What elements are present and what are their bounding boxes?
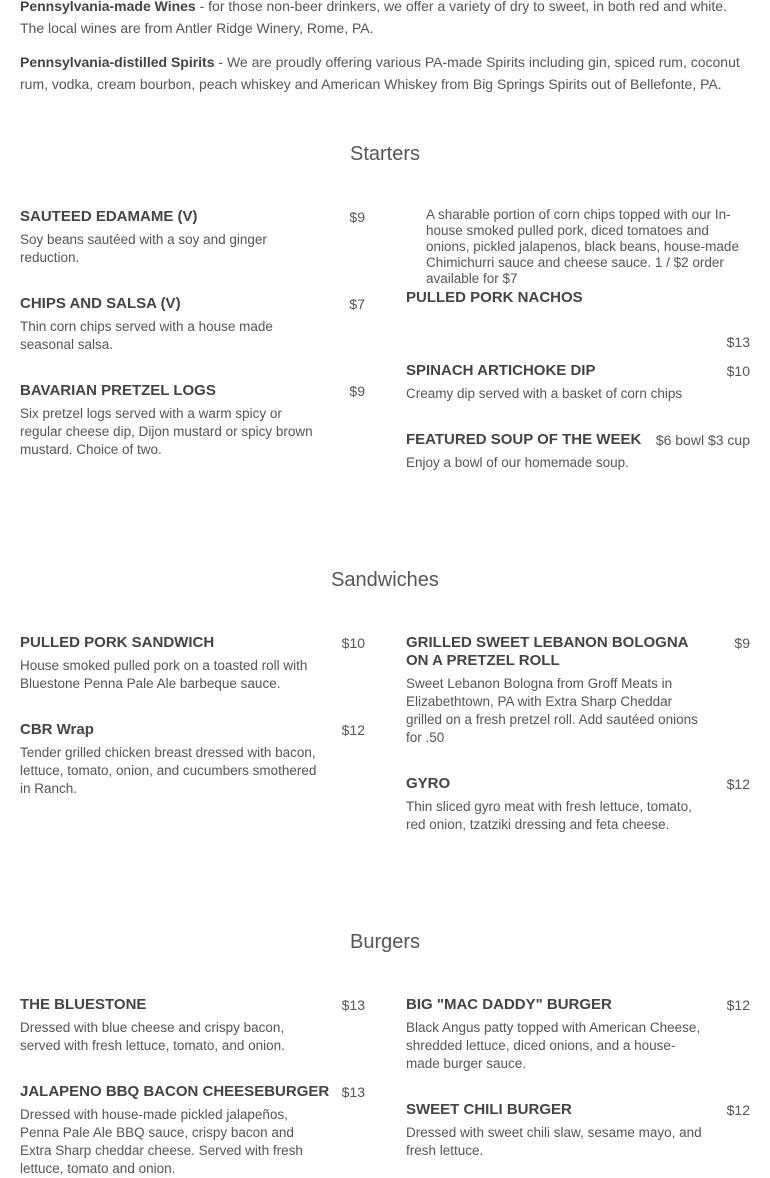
menu-item-lebanon-bologna xyxy=(406,634,750,747)
nachos-description: A sharable portion of corn chips topped with our In-house smoked pulled pork, diced tomatoes and onions, pickled jalapenos, black beans, house-made Chimichurri sauce and cheese sauce. 1 / $2 order available for $7 xyxy=(426,207,739,286)
item-price: $9 xyxy=(349,209,365,225)
item-name: THE BLUESTONE xyxy=(20,996,147,1013)
spirits-text: - We are proudly offering various PA-made Spirits including gin, spiced rum, coconut rum, vodka, cream bourbon, peach whiskey and American Whiskey from Big Springs Spirits out of Bellefonte, PA. xyxy=(20,54,740,92)
item-description: Thin sliced gyro meat with fresh lettuce, tomato, red onion, tzatziki dressing and feta cheese. xyxy=(406,799,692,832)
menu-item-spinach-artichoke-dip xyxy=(406,362,750,403)
item-description: House smoked pulled pork on a toasted roll with Bluestone Penna Pale Ale barbeque sauce. xyxy=(20,658,308,691)
item-name: JALAPENO BBQ BACON CHEESEBURGER xyxy=(20,1083,330,1100)
wines-label: Pennsylvania-made Wines xyxy=(20,0,196,14)
item-name: SAUTEED EDAMAME (V) xyxy=(20,208,198,225)
item-name: GYRO xyxy=(406,775,451,792)
burgers-heading: Burgers xyxy=(349,931,421,953)
menu-item-mac-daddy-burger xyxy=(406,996,750,1073)
item-description: Enjoy a bowl of our homemade soup. xyxy=(406,455,629,470)
item-price: $12 xyxy=(726,776,750,792)
item-price: $6 bowl $3 cup xyxy=(655,432,750,448)
item-description: Thin corn chips served with a house made seasonal salsa. xyxy=(20,319,273,352)
item-price: $10 xyxy=(341,635,365,651)
item-description: Dressed with blue cheese and crispy bacon, served with fresh lettuce, tomato, and onion. xyxy=(20,1020,285,1053)
item-price: $12 xyxy=(341,722,365,738)
item-name: SWEET CHILI BURGER xyxy=(406,1101,572,1118)
item-name: CHIPS AND SALSA (V) xyxy=(20,295,181,312)
nachos-name: PULLED PORK NACHOS xyxy=(406,289,583,306)
item-description: Six pretzel logs served with a warm spicy or regular cheese dip, Dijon mustard or spicy brown mustard. Choice of two. xyxy=(20,406,313,457)
item-name: PULLED PORK SANDWICH xyxy=(20,634,215,651)
item-price: $13 xyxy=(341,1084,365,1100)
item-price: $13 xyxy=(341,997,365,1013)
starters-heading: Starters xyxy=(349,143,421,165)
item-price: $10 xyxy=(726,363,750,379)
item-name: BIG "MAC DADDY" BURGER xyxy=(406,996,612,1013)
menu-item-featured-soup xyxy=(406,431,750,472)
item-price: $9 xyxy=(734,635,750,651)
item-description: Dressed with house-made pickled jalapeños, Penna Pale Ale BBQ sauce, crispy bacon and Extra Sharp cheddar cheese. Served with fresh lettuce, tomato and onion. xyxy=(20,1107,303,1176)
item-name: CBR Wrap xyxy=(20,721,94,738)
nachos-price: $13 xyxy=(726,334,750,350)
item-description: Creamy dip served with a basket of corn chips xyxy=(406,386,683,401)
item-name: BAVARIAN PRETZEL LOGS xyxy=(20,382,216,399)
sandwiches-heading: Sandwiches xyxy=(331,569,439,591)
item-description: Soy beans sautéed with a soy and ginger reduction. xyxy=(20,232,267,265)
item-price: $12 xyxy=(726,1102,750,1118)
menu-item-pulled-pork-sandwich xyxy=(20,634,365,693)
wines-text: - for those non-beer drinkers, we offer a variety of dry to sweet, in both red and white. The local wines are from Antler Ridge Winery, Rome, PA. xyxy=(20,0,727,36)
spirits-label: Pennsylvania-distilled Spirits xyxy=(20,54,215,70)
item-price: $12 xyxy=(726,997,750,1013)
menu-item-chips-and-salsa xyxy=(20,295,365,354)
menu-item-gyro xyxy=(406,775,750,834)
menu-item-jalapeno-bbq-bacon-cheeseburger xyxy=(20,1083,365,1178)
menu-item-bavarian-pretzel-logs xyxy=(20,382,365,459)
item-name: GRILLED SWEET LEBANON BOLOGNA ON A PRETZEL ROLL xyxy=(406,634,688,669)
spirits-paragraph xyxy=(20,51,750,95)
item-description: Black Angus patty topped with American Cheese, shredded lettuce, diced onions, and a house-made burger sauce. xyxy=(406,1020,701,1071)
menu-item-sauteed-edamame xyxy=(20,208,365,267)
menu-item-sweet-chili-burger xyxy=(406,1101,750,1160)
item-price: $7 xyxy=(349,296,365,312)
item-description: Sweet Lebanon Bologna from Groff Meats in Elizabethtown, PA with Extra Sharp Cheddar grilled on a fresh pretzel roll. Add sautéed onions for .50 xyxy=(406,676,698,745)
menu-item-the-bluestone xyxy=(20,996,365,1055)
item-description: Dressed with sweet chili slaw, sesame mayo, and fresh lettuce. xyxy=(406,1125,702,1158)
item-name: FEATURED SOUP OF THE WEEK xyxy=(406,431,642,448)
item-price: $9 xyxy=(349,383,365,399)
wines-paragraph xyxy=(20,0,750,39)
item-name: SPINACH ARTICHOKE DIP xyxy=(406,362,596,379)
item-description: Tender grilled chicken breast dressed with bacon, lettuce, tomato, onion, and cucumbers smothered in Ranch. xyxy=(20,745,317,796)
menu-item-cbr-wrap xyxy=(20,721,365,798)
